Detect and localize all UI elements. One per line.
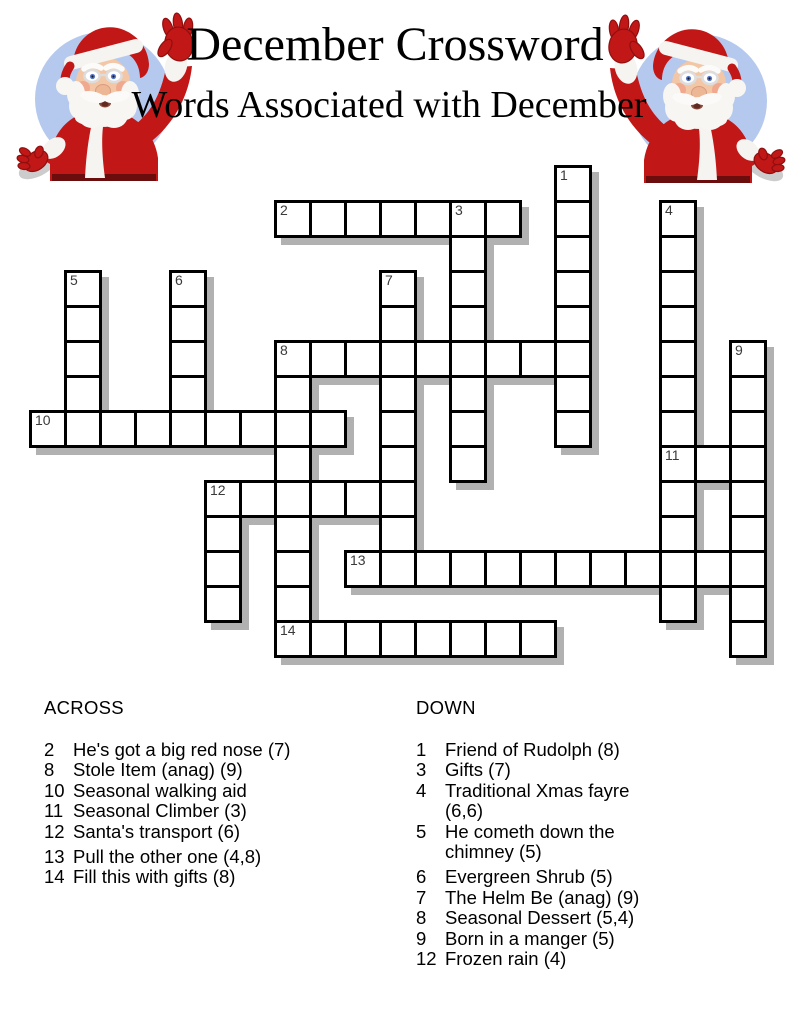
- crossword-cell[interactable]: [659, 550, 697, 588]
- crossword-cell[interactable]: [729, 410, 767, 448]
- crossword-cell[interactable]: [449, 200, 487, 238]
- crossword-cell[interactable]: [659, 305, 697, 343]
- clue-item: [44, 867, 334, 887]
- crossword-cell[interactable]: [449, 270, 487, 308]
- clue-text: Seasonal Dessert (5,4): [445, 907, 635, 929]
- crossword-cell[interactable]: [449, 410, 487, 448]
- crossword-cell[interactable]: [659, 585, 697, 623]
- clue-item: [416, 929, 661, 949]
- crossword-cell[interactable]: [659, 480, 697, 518]
- crossword-cell[interactable]: [484, 340, 522, 378]
- across-clue-list: [44, 740, 334, 888]
- crossword-cell[interactable]: [379, 340, 417, 378]
- crossword-cell[interactable]: [204, 585, 242, 623]
- clue-item: [44, 740, 334, 760]
- clue-item: [44, 822, 334, 842]
- crossword-cell[interactable]: [554, 200, 592, 238]
- crossword-cell[interactable]: [169, 375, 207, 413]
- crossword-cell[interactable]: [274, 200, 312, 238]
- crossword-cell[interactable]: [344, 550, 382, 588]
- crossword-cell[interactable]: [659, 445, 697, 483]
- clue-number: 6: [416, 866, 427, 888]
- crossword-cell[interactable]: [379, 270, 417, 308]
- clue-number: 9: [416, 927, 427, 949]
- clue-text: Stole Item (anag) (9): [73, 759, 243, 781]
- clue-number: 7: [416, 886, 427, 908]
- crossword-cell[interactable]: [659, 515, 697, 553]
- clue-number: 10: [44, 779, 65, 801]
- crossword-cell[interactable]: [64, 305, 102, 343]
- crossword-cell[interactable]: [414, 340, 452, 378]
- crossword-cell[interactable]: [554, 550, 592, 588]
- clue-item: [416, 949, 661, 969]
- clue-number: 11: [44, 800, 64, 822]
- cell-number: 7: [385, 272, 393, 288]
- crossword-cell[interactable]: [659, 340, 697, 378]
- clue-text: He cometh down the chimney (5): [445, 820, 615, 863]
- crossword-cell[interactable]: [589, 550, 627, 588]
- crossword-cell[interactable]: [449, 550, 487, 588]
- clue-number: 14: [44, 866, 65, 888]
- crossword-cell[interactable]: [344, 200, 382, 238]
- down-heading: DOWN: [416, 697, 476, 718]
- clue-number: 12: [416, 948, 437, 970]
- cell-number: 12: [210, 482, 226, 498]
- crossword-cell[interactable]: [729, 515, 767, 553]
- down-clue-list: [416, 740, 661, 969]
- cell-number: 2: [280, 202, 288, 218]
- crossword-cell[interactable]: [659, 375, 697, 413]
- clue-item: [44, 760, 334, 780]
- clue-text: Fill this with gifts (8): [73, 866, 236, 888]
- crossword-cell[interactable]: [99, 410, 137, 448]
- crossword-cell[interactable]: [694, 445, 732, 483]
- crossword-cell[interactable]: [449, 340, 487, 378]
- crossword-cell[interactable]: [274, 585, 312, 623]
- clue-item: [416, 740, 661, 760]
- page-subtitle: Words Associated with December: [131, 84, 647, 126]
- crossword-cell[interactable]: [449, 305, 487, 343]
- crossword-cell[interactable]: [344, 480, 382, 518]
- crossword-cell[interactable]: [379, 375, 417, 413]
- clue-number: 2: [44, 739, 55, 760]
- crossword-cell[interactable]: [729, 340, 767, 378]
- cell-number: 13: [350, 552, 366, 568]
- clue-item: [416, 822, 661, 863]
- clue-item: [44, 847, 334, 867]
- crossword-cell[interactable]: [554, 235, 592, 273]
- cell-number: 14: [280, 622, 296, 638]
- crossword-cell[interactable]: [484, 200, 522, 238]
- clue-number: 3: [416, 759, 427, 781]
- crossword-cell[interactable]: [204, 480, 242, 518]
- crossword-cell[interactable]: [239, 410, 277, 448]
- clue-text: Traditional Xmas fayre (6,6): [445, 779, 630, 822]
- clue-text: Evergreen Shrub (5): [445, 866, 613, 888]
- clue-item: [416, 781, 661, 822]
- crossword-cell[interactable]: [554, 410, 592, 448]
- crossword-cell[interactable]: [274, 340, 312, 378]
- crossword-cell[interactable]: [519, 550, 557, 588]
- crossword-cell[interactable]: [484, 550, 522, 588]
- crossword-cell[interactable]: [344, 340, 382, 378]
- crossword-cell[interactable]: [379, 480, 417, 518]
- crossword-cell[interactable]: [659, 235, 697, 273]
- crossword-cell[interactable]: [554, 270, 592, 308]
- crossword-cell[interactable]: [379, 550, 417, 588]
- crossword-cell[interactable]: [379, 200, 417, 238]
- clue-number: 8: [416, 907, 427, 929]
- cell-number: 11: [665, 447, 680, 463]
- crossword-cell[interactable]: [204, 515, 242, 553]
- crossword-cell[interactable]: [694, 550, 732, 588]
- crossword-cell[interactable]: [309, 340, 347, 378]
- clue-number: 13: [44, 846, 65, 868]
- page-title: December Crossword: [186, 18, 604, 71]
- crossword-cell[interactable]: [204, 550, 242, 588]
- crossword-cell[interactable]: [274, 550, 312, 588]
- crossword-cell[interactable]: [659, 270, 697, 308]
- crossword-cell[interactable]: [379, 305, 417, 343]
- crossword-cell[interactable]: [379, 620, 417, 658]
- crossword-cell[interactable]: [274, 620, 312, 658]
- crossword-cell[interactable]: [414, 550, 452, 588]
- clue-text: Friend of Rudolph (8): [445, 739, 620, 760]
- crossword-cell[interactable]: [64, 270, 102, 308]
- crossword-cell[interactable]: [274, 375, 312, 413]
- crossword-cell[interactable]: [344, 620, 382, 658]
- clue-number: 1: [416, 739, 427, 760]
- crossword-cell[interactable]: [309, 480, 347, 518]
- crossword-cell[interactable]: [554, 305, 592, 343]
- clue-text: Seasonal Climber (3): [73, 800, 247, 822]
- crossword-cell[interactable]: [554, 375, 592, 413]
- crossword-cell[interactable]: [379, 410, 417, 448]
- across-heading: ACROSS: [44, 697, 124, 718]
- clue-item: [44, 801, 334, 821]
- clue-text: He's got a big red nose (7): [73, 739, 291, 760]
- crossword-cell[interactable]: [554, 340, 592, 378]
- cell-number: 3: [455, 202, 463, 218]
- crossword-cell[interactable]: [414, 620, 452, 658]
- crossword-cell[interactable]: [624, 550, 662, 588]
- crossword-cell[interactable]: [729, 480, 767, 518]
- clue-item: [416, 908, 661, 928]
- crossword-cell[interactable]: [379, 515, 417, 553]
- crossword-cell[interactable]: [274, 515, 312, 553]
- crossword-cell[interactable]: [274, 480, 312, 518]
- crossword-cell[interactable]: [29, 410, 67, 448]
- crossword-cell[interactable]: [169, 410, 207, 448]
- crossword-cell[interactable]: [309, 200, 347, 238]
- clue-text: Pull the other one (4,8): [73, 846, 262, 868]
- clue-item: [44, 781, 334, 801]
- clue-item: [416, 888, 661, 908]
- crossword-cell[interactable]: [274, 445, 312, 483]
- crossword-cell[interactable]: [484, 620, 522, 658]
- crossword-cell[interactable]: [309, 410, 347, 448]
- crossword-cell[interactable]: [309, 620, 347, 658]
- crossword-cell[interactable]: [169, 340, 207, 378]
- cell-number: 5: [70, 272, 78, 288]
- cell-number: 4: [665, 202, 673, 218]
- crossword-cell[interactable]: [729, 375, 767, 413]
- crossword-cell[interactable]: [729, 585, 767, 623]
- crossword-cell[interactable]: [729, 550, 767, 588]
- clue-number: 12: [44, 820, 65, 842]
- crossword-cell[interactable]: [134, 410, 172, 448]
- cell-number: 9: [735, 342, 743, 358]
- crossword-cell[interactable]: [274, 410, 312, 448]
- crossword-cell[interactable]: [449, 375, 487, 413]
- crossword-cell[interactable]: [519, 620, 557, 658]
- cell-number: 10: [35, 412, 51, 428]
- cell-number: 8: [280, 342, 288, 358]
- clue-text: Seasonal walking aid: [73, 779, 247, 801]
- crossword-cell[interactable]: [169, 305, 207, 343]
- crossword-cell[interactable]: [204, 410, 242, 448]
- clue-text: The Helm Be (anag) (9): [445, 886, 640, 908]
- crossword-cell[interactable]: [169, 270, 207, 308]
- clue-item: [416, 760, 661, 780]
- clue-text: Born in a manger (5): [445, 927, 615, 949]
- crossword-cell[interactable]: [379, 445, 417, 483]
- crossword-cell[interactable]: [659, 200, 697, 238]
- clue-text: Santa's transport (6): [73, 820, 241, 842]
- crossword-cell[interactable]: [519, 340, 557, 378]
- clue-item: [416, 867, 661, 887]
- crossword-cell[interactable]: [64, 340, 102, 378]
- cell-number: 6: [175, 272, 183, 288]
- crossword-cell[interactable]: [239, 480, 277, 518]
- crossword-cell[interactable]: [729, 620, 767, 658]
- crossword-cell[interactable]: [64, 375, 102, 413]
- crossword-cell[interactable]: [64, 410, 102, 448]
- crossword-cell[interactable]: [729, 445, 767, 483]
- clue-text: Gifts (7): [445, 759, 511, 781]
- clue-text: Frozen rain (4): [445, 948, 567, 970]
- crossword-cell[interactable]: [554, 165, 592, 203]
- cell-number: 1: [560, 167, 568, 183]
- crossword-cell[interactable]: [659, 410, 697, 448]
- crossword-cell[interactable]: [449, 620, 487, 658]
- crossword-cell[interactable]: [449, 235, 487, 273]
- clue-number: 8: [44, 759, 55, 781]
- clue-number: 4: [416, 779, 427, 801]
- crossword-cell[interactable]: [414, 200, 452, 238]
- crossword-cell[interactable]: [449, 445, 487, 483]
- clue-number: 5: [416, 820, 427, 842]
